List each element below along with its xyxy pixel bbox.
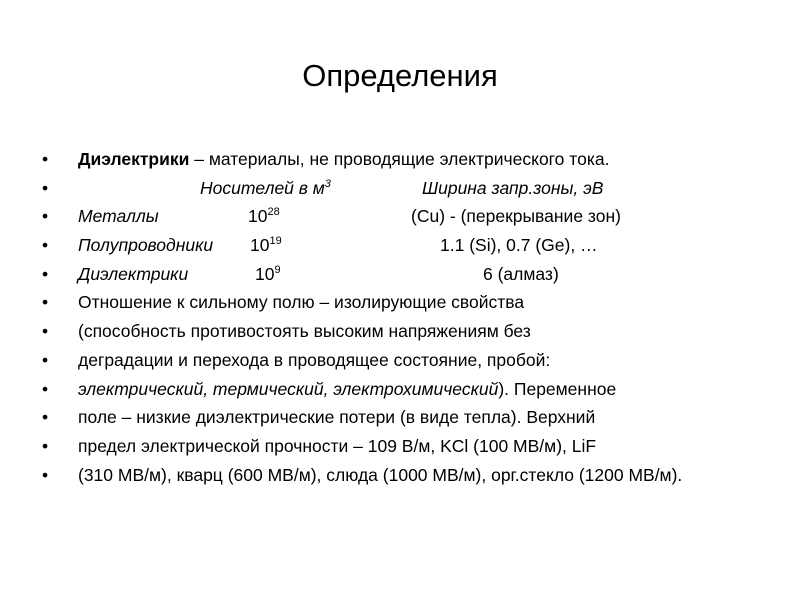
carrier-density: $10^{28}$ xyxy=(248,206,280,227)
band-gap-value: 1.1 (Si), 0.7 (Ge), … xyxy=(440,235,598,256)
bullet-text: деградации и перехода в проводящее состояние, пробой: xyxy=(78,349,551,370)
bullet-text: (310 МВ/м), кварц (600 МВ/м), слюда (1000 МВ/м), орг.стекло (1200 МВ/м). xyxy=(78,464,683,485)
header-band-gap: Ширина запр.зоны, эВ xyxy=(422,177,604,198)
bullet-text: Отношение к сильному полю – изолирующие свойства xyxy=(78,292,525,313)
carrier-density: $10^9$ xyxy=(255,263,281,284)
slide-title: Определения xyxy=(302,58,498,93)
bullet-item xyxy=(42,462,742,486)
bullet-text: поле – низкие диэлектрические потери (в виде тепла). Верхний xyxy=(78,407,596,428)
bullet-item xyxy=(42,376,742,405)
bullet-marker: • xyxy=(42,464,49,485)
bullet-text: электрический, термический, электрохимический). Переменное xyxy=(78,378,617,399)
header-carriers: Носителей в $м^3$ xyxy=(200,177,331,198)
bullet-text: (способность противостоять высоким напряжениям без xyxy=(78,321,531,342)
table-row xyxy=(42,232,742,261)
bullet-item xyxy=(42,318,742,347)
table-row xyxy=(42,203,742,232)
material-name: Полупроводники xyxy=(78,235,214,256)
bullet-item xyxy=(42,146,742,175)
band-gap-value: 6 (алмаз) xyxy=(483,263,559,284)
material-name: Диэлектрики xyxy=(78,263,189,284)
bullet-marker: • xyxy=(42,349,49,370)
bullet-text xyxy=(78,146,609,172)
bullet-item xyxy=(42,433,742,462)
material-name: Металлы xyxy=(78,206,159,227)
bullet-marker: • xyxy=(42,435,49,456)
table-row xyxy=(42,261,742,290)
bullet-marker: • xyxy=(42,378,49,399)
bullet-item xyxy=(42,289,742,318)
bullet-marker: • xyxy=(42,321,49,342)
term-dielectrics: Диэлектрики xyxy=(78,149,190,169)
breakdown-types: электрический, термический, электрохимический xyxy=(78,378,499,399)
bullet-marker: • xyxy=(42,206,49,227)
bullet-item xyxy=(42,404,742,433)
bullet-marker: • xyxy=(42,407,49,428)
definition-text: – материалы, не проводящие электрического тока. xyxy=(189,149,610,169)
bullet-marker: • xyxy=(42,292,49,313)
bullet-marker: • xyxy=(42,263,49,284)
band-gap-value: (Cu) - (перекрывание зон) xyxy=(411,206,621,227)
carrier-density: $10^{19}$ xyxy=(250,235,282,256)
bullet-text: предел электрической прочности – 109 В/м, KCl (100 МВ/м), LiF xyxy=(78,435,597,456)
bullet-list xyxy=(42,146,742,486)
bullet-marker: • xyxy=(42,149,49,169)
bullet-marker: • xyxy=(42,177,49,198)
bullet-item xyxy=(42,347,742,376)
bullet-marker: • xyxy=(42,235,49,256)
bullet-item xyxy=(42,175,742,204)
